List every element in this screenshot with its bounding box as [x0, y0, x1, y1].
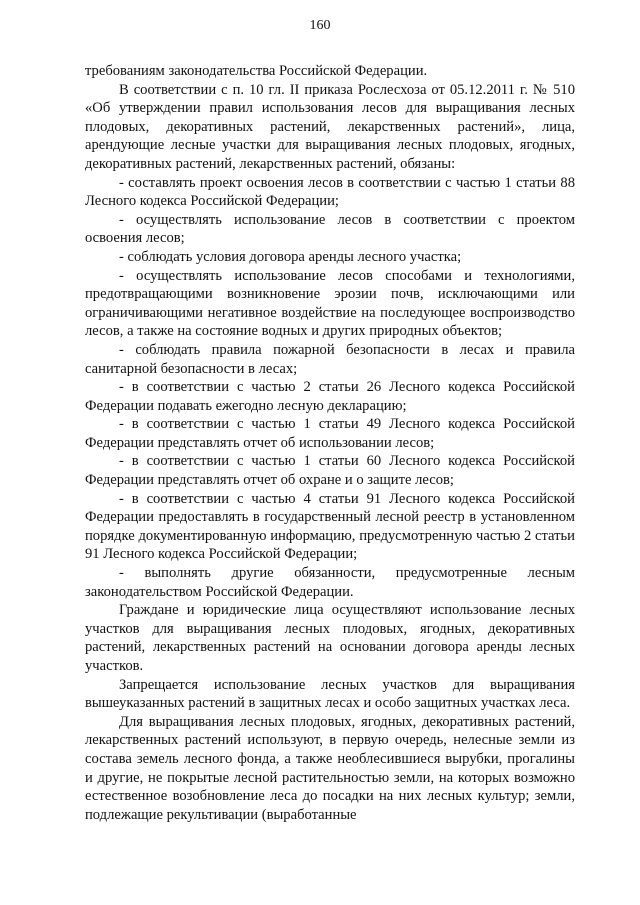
list-item: - в соответствии с частью 2 статьи 26 Лесного кодекса Российской Федерации подавать ежегодно лесную декларацию;	[85, 379, 575, 414]
list-item: - осуществлять использование лесов способами и технологиями, предотвращающими возникновение эрозии почв, исключающими или ограничивающими негативное воздействие на последующее воспроизводство лесов, а также на состояние водных и других природных объектов;	[85, 267, 575, 340]
list-item: - в соответствии с частью 1 статьи 60 Лесного кодекса Российской Федерации представлять отчет об охране и о защите лесов;	[85, 453, 575, 489]
list-item: - осуществлять использование лесов в соответствии с проектом освоения лесов;	[85, 211, 575, 247]
list-item: - соблюдать условия договора аренды лесного участка;	[119, 248, 462, 265]
list-item: - в соответствии с частью 4 статьи 91 Лесного кодекса Российской Федерации предоставлять в государственный лесной реестр в установленном порядке документированную информацию, предусмотренную частью 2 статьи 91 Лесного кодекса Российской Федерации;	[85, 490, 575, 563]
list-item: - выполнять другие обязанности, предусмотренные лесным законодательством Российской Федерации.	[85, 565, 575, 600]
list-item: - соблюдать правила пожарной безопасности в лесах и правила санитарной безопасности в лесах;	[85, 341, 575, 377]
page-number: 160	[309, 18, 331, 33]
document-body	[85, 62, 575, 824]
paragraph: В соответствии с п. 10 гл. II приказа Рослесхоза от 05.12.2011 г. № 510 «Об утверждении правил использования лесов для выращивания лесных плодовых, декоративных растений, лекарственных растений», лица, арендующие лесные участки для выращивания лесных плодовых, ягодных, декоративных растений, лекарственных растений, обязаны:	[85, 81, 575, 172]
paragraph: Граждане и юридические лица осуществляют использование лесных участков для выращивания лесных плодовых, ягодных, декоративных растений, лекарственных растений на основании договора аренды лесных участков.	[85, 602, 575, 674]
paragraph: требованиям законодательства Российской Федерации.	[85, 63, 428, 79]
paragraph: Для выращивания лесных плодовых, ягодных, декоративных растений, лекарственных растений используют, в первую очередь, нелесные земли из состава земель лесного фонда, а также необлесившиеся вырубки, прогалины и другие, не покрытые лесной растительностью земли, на которых возможно естественное возобновление леса до посадки на них лесных культур; земли, подлежащие рекультивации (выработанные	[85, 713, 575, 823]
list-item: - в соответствии с частью 1 статьи 49 Лесного кодекса Российской Федерации представлять отчет об использовании лесов;	[85, 416, 575, 451]
paragraph: Запрещается использование лесных участков для выращивания вышеуказанных растений в защитных лесах и особо защитных участках леса.	[85, 676, 575, 712]
list-item: - составлять проект освоения лесов в соответствии с частью 1 статьи 88 Лесного кодекса Российской Федерации;	[85, 174, 575, 210]
